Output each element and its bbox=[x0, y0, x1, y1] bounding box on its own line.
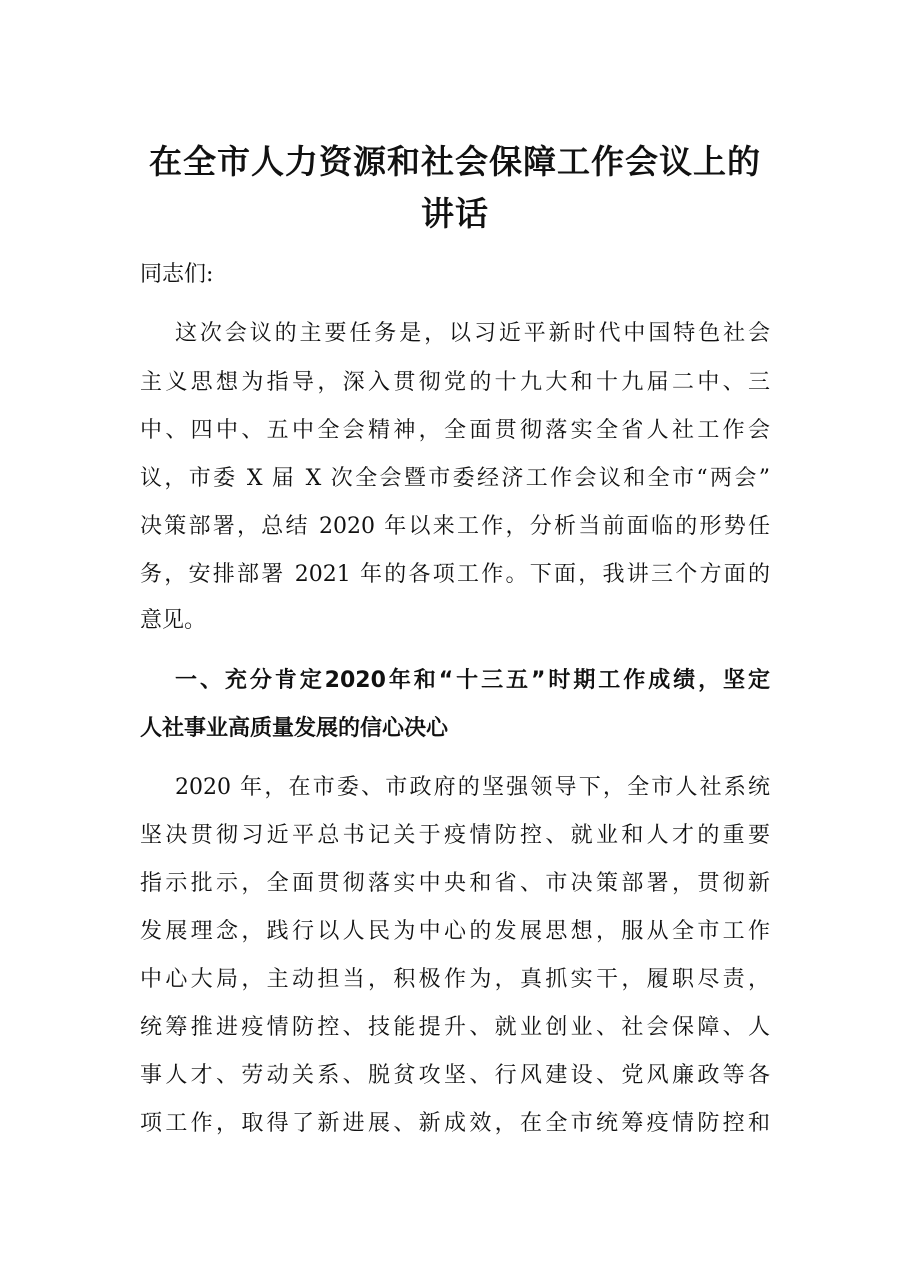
paragraph-2-line: 事人才、劳动关系、脱贫攻坚、行风建设、党风廉政等各 bbox=[140, 1063, 770, 1088]
paragraph-2-line: 中心大局，主动担当，积极作为，真抓实干，履职尽责， bbox=[140, 967, 770, 992]
paragraph-2-line: 坚决贯彻习近平总书记关于疫情防控、就业和人才的重要 bbox=[140, 823, 770, 848]
paragraph-2-line: 项工作，取得了新进展、新成效，在全市统筹疫情防控和 bbox=[140, 1111, 770, 1136]
paragraph-1-line: 务，安排部署 2021 年的各项工作。下面，我讲三个方面的 bbox=[140, 562, 770, 587]
paragraph-2-line: 发展理念，践行以人民为中心的发展思想，服从全市工作 bbox=[140, 919, 770, 944]
paragraph-1-line: 决策部署，总结 2020 年以来工作，分析当前面临的形势任 bbox=[140, 514, 770, 539]
paragraph-1-line: 中、四中、五中全会精神，全面贯彻落实全省人社工作会 bbox=[140, 418, 770, 443]
paragraph-1-line: 主义思想为指导，深入贯彻党的十九大和十九届二中、三 bbox=[140, 370, 770, 395]
paragraph-1-line: 议，市委 X 届 X 次全会暨市委经济工作会议和全市“两会” bbox=[140, 466, 770, 491]
paragraph-1-line: 这次会议的主要任务是，以习近平新时代中国特色社会 bbox=[175, 321, 770, 346]
paragraph-2-line: 2020 年，在市委、市政府的坚强领导下，全市人社系统 bbox=[175, 775, 770, 800]
section-heading-line-1: 一、充分肯定2020年和“十三五”时期工作成绩，坚定 bbox=[175, 668, 770, 693]
salutation: 同志们: bbox=[140, 262, 214, 287]
document-title-line-1: 在全市人力资源和社会保障工作会议上的 bbox=[149, 142, 761, 181]
section-heading-line-2: 人社事业高质量发展的信心决心 bbox=[140, 716, 449, 741]
document-title-line-2: 讲话 bbox=[421, 194, 489, 233]
paragraph-2-line: 统筹推进疫情防控、技能提升、就业创业、社会保障、人 bbox=[140, 1015, 770, 1040]
paragraph-1-line: 意见。 bbox=[140, 608, 207, 633]
paragraph-2-line: 指示批示，全面贯彻落实中央和省、市决策部署，贯彻新 bbox=[140, 871, 770, 896]
